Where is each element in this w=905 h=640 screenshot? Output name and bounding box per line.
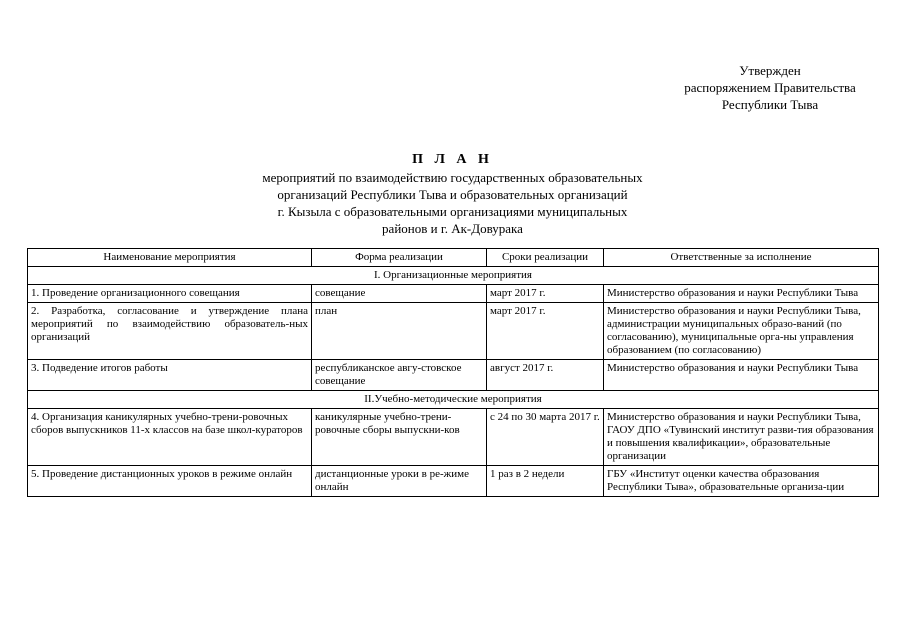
cell-responsible: Министерство образования и науки Республики Тыва, администрации муниципальных образо-ваний (по согласованию), муниципальные орга-ны управления образованием (по согласованию) [604, 303, 879, 360]
cell-form: совещание [312, 285, 487, 303]
approval-line-3: Республики Тыва [721, 97, 819, 112]
table-row [28, 466, 879, 497]
approval-stamp [640, 62, 900, 113]
cell-form: каникулярные учебно-трени-ровочные сборы выпускни-ков [312, 409, 487, 466]
section-title: II.Учебно-методические мероприятия [28, 391, 879, 409]
cell-name: 2. Разработка, согласование и утверждение плана мероприятий по взаимодействию образователь-ных организаций [28, 303, 312, 360]
document-title [0, 150, 905, 237]
cell-form: республиканское авгу-стовское совещание [312, 360, 487, 391]
cell-form: план [312, 303, 487, 360]
cell-name: 3. Подведение итогов работы [28, 360, 312, 391]
cell-name: 1. Проведение организационного совещания [28, 285, 312, 303]
header-responsible: Ответственные за исполнение [604, 249, 879, 267]
cell-responsible: Министерство образования и науки Республики Тыва [604, 285, 879, 303]
approval-line-1: Утвержден [739, 63, 801, 78]
section-row [28, 267, 879, 285]
approval-line-2: распоряжением Правительства [684, 80, 856, 95]
table-row [28, 303, 879, 360]
table-row [28, 409, 879, 466]
table-row [28, 360, 879, 391]
table-header-row [28, 249, 879, 267]
cell-name: 5. Проведение дистанционных уроков в режиме онлайн [28, 466, 312, 497]
title-line-1: мероприятий по взаимодействию государственных образовательных [262, 170, 643, 185]
cell-deadline: март 2017 г. [487, 285, 604, 303]
cell-deadline: 1 раз в 2 недели [487, 466, 604, 497]
cell-deadline: март 2017 г. [487, 303, 604, 360]
section-row [28, 391, 879, 409]
header-deadline: Сроки реализации [487, 249, 604, 267]
plan-heading: П Л А Н [412, 152, 493, 167]
plan-table [27, 248, 879, 497]
cell-form: дистанционные уроки в ре-жиме онлайн [312, 466, 487, 497]
title-line-4: районов и г. Ак-Довурака [382, 221, 523, 236]
title-line-3: г. Кызыла с образовательными организациями муниципальных [277, 204, 628, 219]
table-row [28, 285, 879, 303]
header-form: Форма реализации [312, 249, 487, 267]
cell-deadline: с 24 по 30 марта 2017 г. [487, 409, 604, 466]
cell-deadline: август 2017 г. [487, 360, 604, 391]
cell-responsible: Министерство образования и науки Республики Тыва [604, 360, 879, 391]
title-line-2: организаций Республики Тыва и образовательных организаций [277, 187, 628, 202]
cell-responsible: Министерство образования и науки Республики Тыва, ГАОУ ДПО «Тувинский институт разви-тия образования и повышения квалификации», образовательные организации [604, 409, 879, 466]
cell-responsible: ГБУ «Институт оценки качества образования Республики Тыва», образовательные организа-ции [604, 466, 879, 497]
cell-name: 4. Организация каникулярных учебно-трени-ровочных сборов выпускников 11-х классов на базе школ-кураторов [28, 409, 312, 466]
section-title: I. Организационные мероприятия [28, 267, 879, 285]
header-name: Наименование мероприятия [28, 249, 312, 267]
